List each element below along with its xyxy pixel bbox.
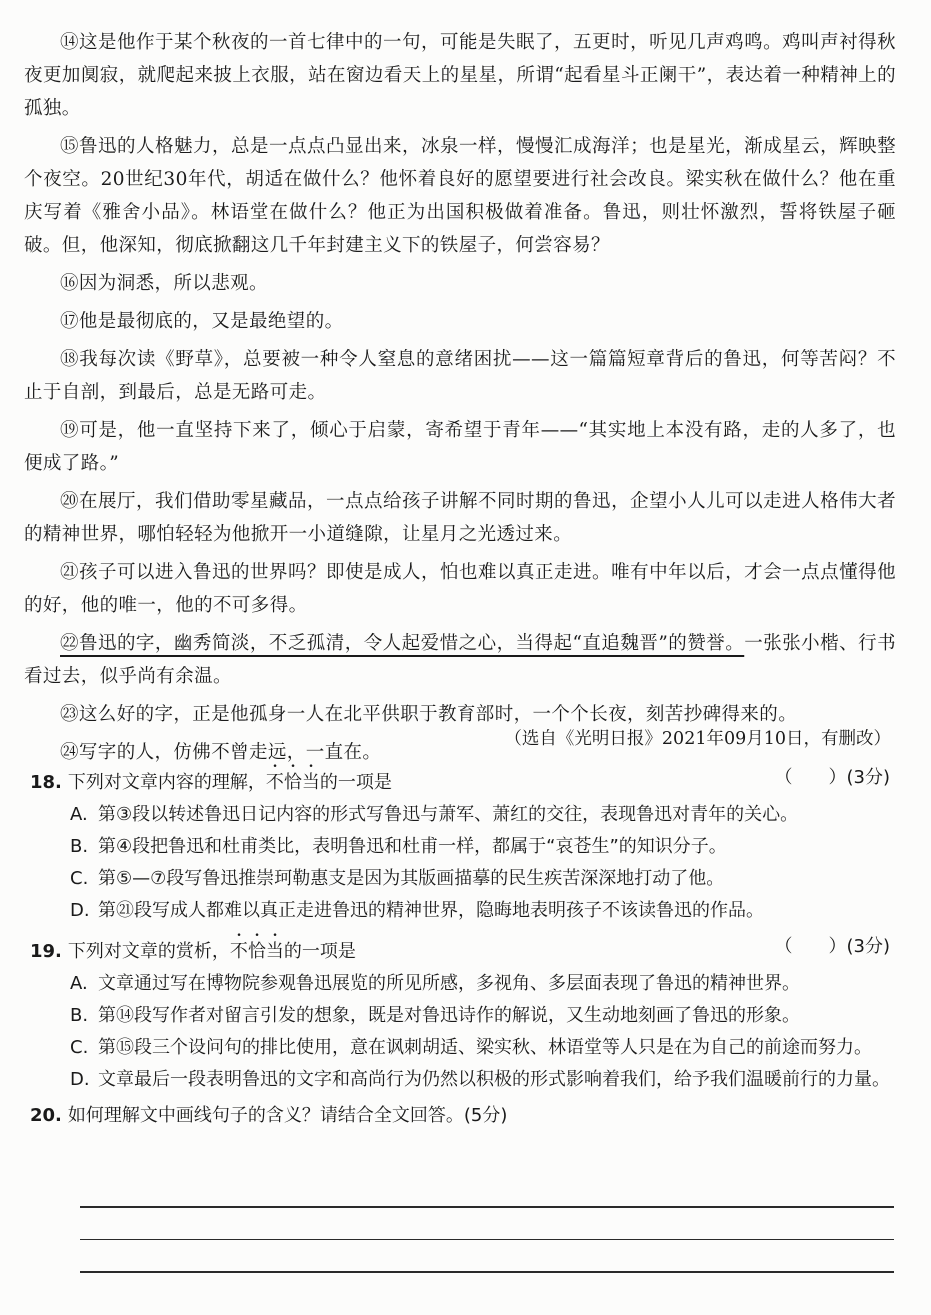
question-20-stem bbox=[30, 1100, 896, 1132]
stem-text-end: 的一项是 bbox=[283, 941, 356, 962]
question-19 bbox=[30, 931, 896, 1096]
option-c[interactable] bbox=[58, 1032, 896, 1064]
paragraph-18: ⑱我每次读《野草》，总要被一种令人窒息的意绪困扰——这一篇篇短章背后的鲁迅，何等苦闷？不止于自剖，到最后，总是无路可走。 bbox=[24, 349, 896, 403]
paragraph-24: ㉔写字的人，仿佛不曾走远，一直在。 bbox=[60, 742, 382, 763]
option-text: 第⑭段写作者对留言引发的想象，既是对鲁迅诗作的解说，又生动地刻画了鲁迅的形象。 bbox=[98, 1005, 800, 1026]
option-letter: A. bbox=[70, 804, 88, 825]
question-18-stem bbox=[30, 762, 896, 799]
option-c[interactable] bbox=[58, 863, 896, 895]
paragraph-22 bbox=[24, 627, 896, 693]
answer-line[interactable] bbox=[80, 1239, 894, 1241]
option-b[interactable] bbox=[58, 1000, 896, 1032]
answer-bracket[interactable]: （ ）(3分) bbox=[774, 767, 890, 788]
underlined-sentence: ㉒鲁迅的字，幽秀简淡，不乏孤清，令人起爱惜之心，当得起“直追魏晋”的赞誉。 bbox=[60, 633, 745, 654]
option-text: 第⑤—⑦段写鲁迅推崇珂勒惠支是因为其版画描摹的民生疾苦深深地打动了他。 bbox=[98, 868, 725, 889]
paragraph-16: ⑯因为洞悉，所以悲观。 bbox=[60, 273, 268, 294]
option-letter: B. bbox=[70, 836, 89, 857]
paragraph-22-rest: 一张张小楷、行书看过去，似乎尚有余温。 bbox=[24, 633, 897, 687]
paragraph-21: ㉑孩子可以进入鲁迅的世界吗？即使是成人，怕也难以真正走进。唯有中年以后，才会一点点懂得他的好，他的唯一，他的不可多得。 bbox=[24, 562, 896, 616]
option-text: 文章最后一段表明鲁迅的文字和高尚行为仍然以积极的形式影响着我们，给予我们温暖前行的力量。 bbox=[98, 1069, 890, 1090]
paragraph-23: ㉓这么好的字，正是他孤身一人在北平供职于教育部时，一个个长夜，刻苦抄碑得来的。 bbox=[60, 704, 798, 725]
paragraph-20: ⑳在展厅，我们借助零星藏品，一点点给孩子讲解不同时期的鲁迅，企望小人儿可以走进人格伟大者的精神世界，哪怕轻轻为他掀开一小道缝隙，让星月之光透过来。 bbox=[24, 491, 896, 545]
stem-text: 下列对文章的赏析， bbox=[67, 941, 230, 962]
paragraph-14: ⑭这是他作于某个秋夜的一首七律中的一句，可能是失眠了，五更时，听见几声鸡鸣。鸡叫声衬得秋夜更加阒寂，就爬起来披上衣服，站在窗边看天上的星星，所谓“起看星斗正阑干”，表达着一种精神上的孤独。 bbox=[24, 32, 896, 119]
question-19-stem bbox=[30, 931, 896, 968]
stem-emphasis: 不恰当 bbox=[265, 772, 320, 793]
option-letter: B. bbox=[70, 1005, 89, 1026]
option-d[interactable] bbox=[58, 895, 896, 927]
question-20 bbox=[30, 1100, 896, 1132]
question-number: 18. bbox=[30, 772, 62, 793]
option-text: 第⑮段三个设问句的排比使用，意在讽刺胡适、梁实秋、林语堂等人只是在为自己的前途而努力。 bbox=[98, 1037, 872, 1058]
option-a[interactable] bbox=[58, 968, 896, 1000]
reading-passage bbox=[24, 26, 896, 774]
answer-bracket[interactable]: （ ）(3分) bbox=[774, 936, 890, 957]
answer-line[interactable] bbox=[80, 1206, 894, 1208]
question-number: 20. bbox=[30, 1105, 62, 1126]
option-letter: D. bbox=[70, 1069, 90, 1090]
option-letter: D. bbox=[70, 900, 90, 921]
option-b[interactable] bbox=[58, 831, 896, 863]
paragraph-17: ⑰他是最彻底的，又是最绝望的。 bbox=[60, 311, 344, 332]
option-letter: C. bbox=[70, 868, 89, 889]
option-a[interactable] bbox=[58, 799, 896, 831]
stem-text-end: 的一项是 bbox=[319, 772, 392, 793]
stem-text: 下列对文章内容的理解， bbox=[67, 772, 266, 793]
answer-area[interactable] bbox=[80, 1206, 894, 1304]
option-letter: C. bbox=[70, 1037, 89, 1058]
source-citation: （选自《光明日报》2021年09月10日，有删改） bbox=[504, 729, 891, 749]
option-text: 第③段以转述鲁迅日记内容的形式写鲁迅与萧军、萧红的交往，表现鲁迅对青年的关心。 bbox=[98, 804, 799, 825]
paragraph-19: ⑲可是，他一直坚持下来了，倾心于启蒙，寄希望于青年——“其实地上本没有路，走的人多了，也便成了路。” bbox=[24, 420, 896, 474]
question-section bbox=[30, 758, 896, 1132]
paragraph-15: ⑮鲁迅的人格魅力，总是一点点凸显出来，冰泉一样，慢慢汇成海洋；也是星光，渐成星云，辉映整个夜空。20世纪30年代，胡适在做什么？他怀着良好的愿望要进行社会改良。梁实秋在做什么？他在重庆写着《雅舍小品》。林语堂在做什么？他正为出国积极做着准备。鲁迅，则壮怀激烈，誓将铁屋子砸破。但，他深知，彻底掀翻这几千年封建主义下的铁屋子，何尝容易？ bbox=[24, 136, 896, 256]
question-number: 19. bbox=[30, 941, 62, 962]
option-text: 第㉑段写成人都难以真正走进鲁迅的精神世界，隐晦地表明孩子不该读鲁迅的作品。 bbox=[98, 900, 764, 921]
option-text: 第④段把鲁迅和杜甫类比，表明鲁迅和杜甫一样，都属于“哀苍生”的知识分子。 bbox=[98, 836, 727, 857]
option-d[interactable] bbox=[58, 1064, 896, 1096]
question-18 bbox=[30, 762, 896, 927]
stem-emphasis: 不恰当 bbox=[229, 941, 284, 962]
answer-line[interactable] bbox=[80, 1271, 894, 1273]
stem-text: 如何理解文中画线句子的含义？请结合全文回答。(5分) bbox=[67, 1105, 508, 1126]
option-letter: A. bbox=[70, 973, 88, 994]
option-text: 文章通过写在博物院参观鲁迅展览的所见所感，多视角、多层面表现了鲁迅的精神世界。 bbox=[98, 973, 800, 994]
